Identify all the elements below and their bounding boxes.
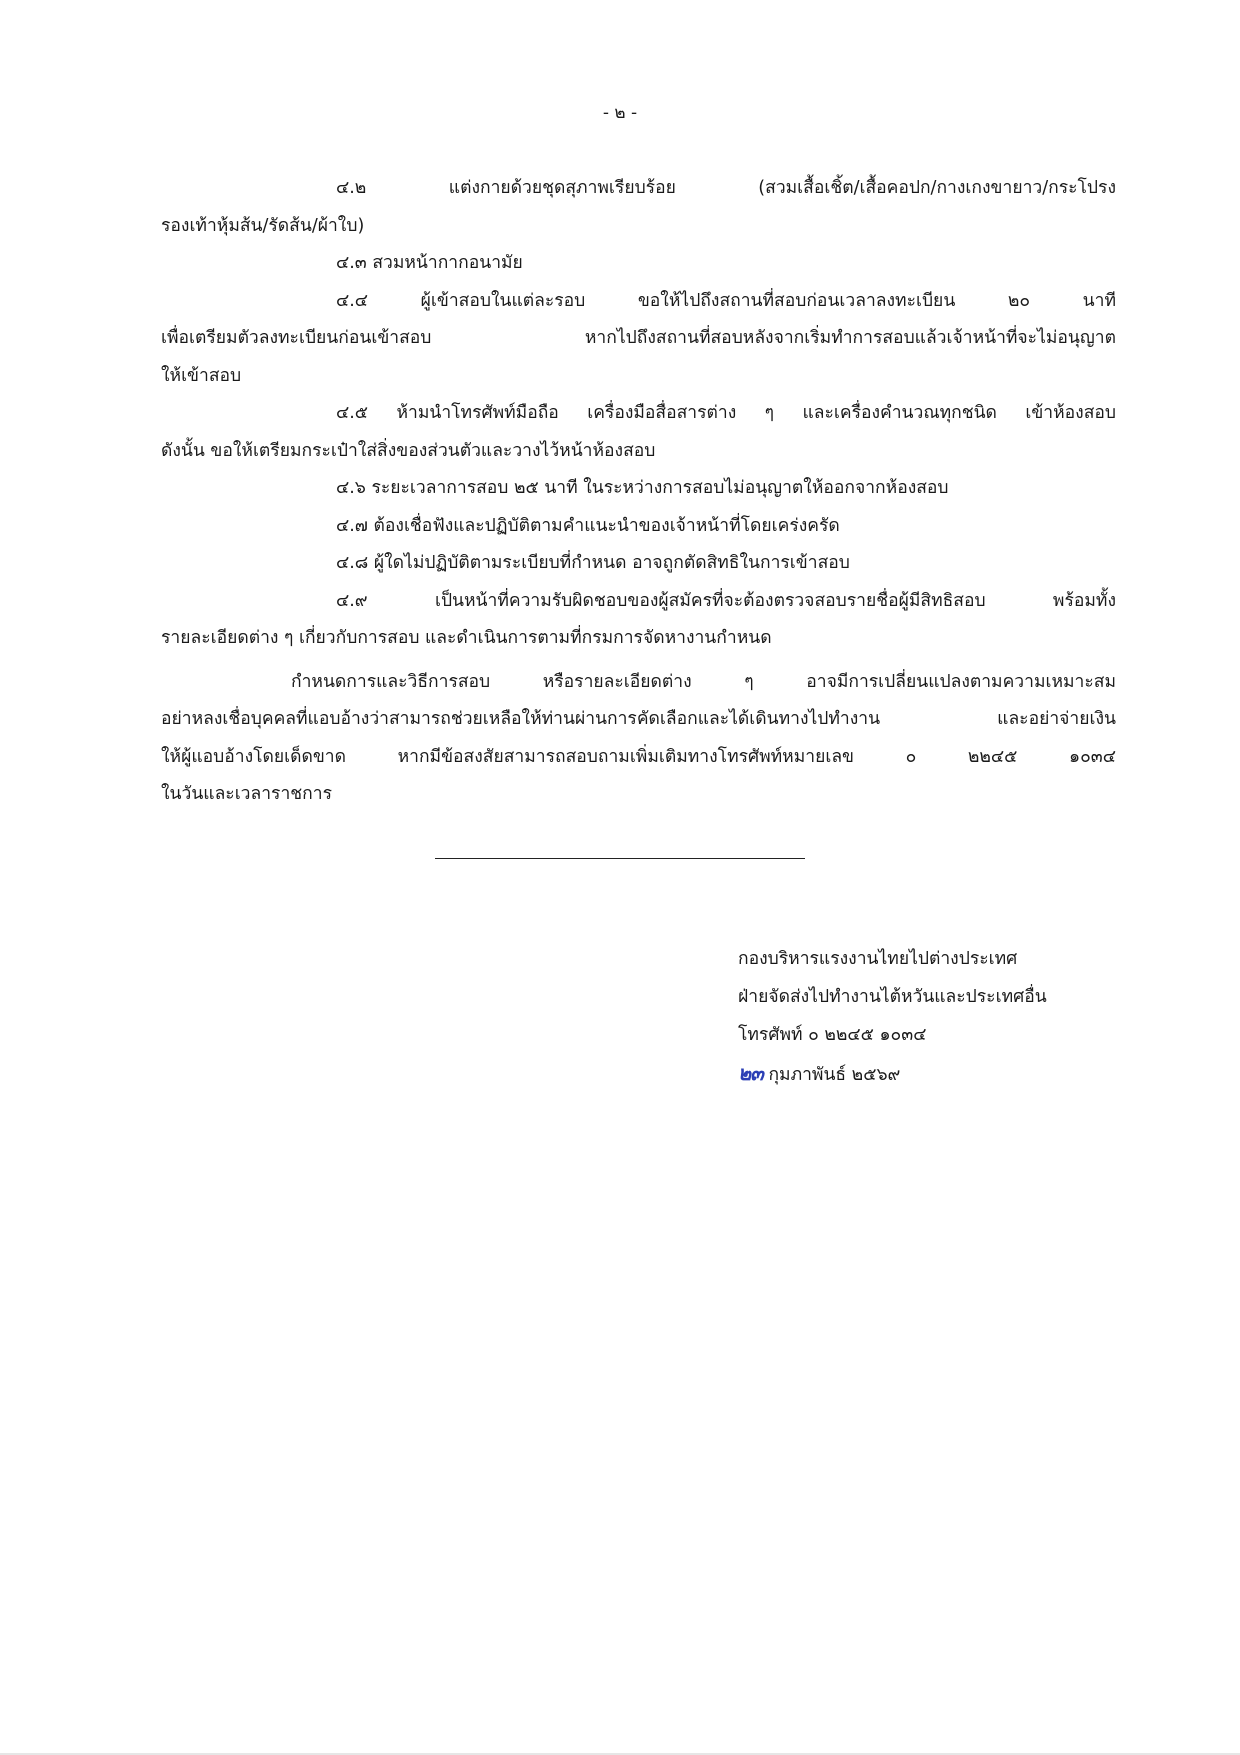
issuer-section: ฝ่ายจัดส่งไปทำงานไต้หวันและประเทศอื่น: [738, 987, 1047, 1007]
closing-divider: [435, 858, 805, 859]
rule-text: ๔.๒ แต่งกายด้วยชุดสุภาพเรียบร้อย (สวมเสื้อเชิ้ต/เสื้อคอปก/กางเกงขายาว/กระโปรง: [336, 178, 1116, 198]
rule-text: ๔.๙ เป็นหน้าที่ความรับผิดชอบของผู้สมัครที่จะต้องตรวจสอบรายชื่อผู้มีสิทธิสอบ พร้อมทั้ง: [336, 590, 1116, 611]
rule-text: ดังนั้น ขอให้เตรียมกระเป๋าใส่สิ่งของส่วนตัวและวางไว้หน้าห้องสอบ: [161, 440, 656, 461]
rule-text: ๔.๗ ต้องเชื่อฟังและปฏิบัติตามคำแนะนำของเจ้าหน้าที่โดยเคร่งครัด: [336, 515, 840, 536]
rule-item-4-7: [161, 508, 1116, 546]
issue-date: [738, 1054, 1158, 1094]
notice-text: กำหนดการและวิธีการสอบ หรือรายละเอียดต่าง ๆ อาจมีการเปลี่ยนแปลงตามความเหมาะสม: [291, 671, 1116, 692]
rule-text: ๔.๓ สวมหน้ากากอนามัย: [336, 253, 523, 273]
notice-text: ให้ผู้แอบอ้างโดยเด็ดขาด หากมีข้อสงสัยสามารถสอบถามเพิ่มเติมทางโทรศัพท์หมายเลข ๐ ๒๒๔๕ ๑๐๓๔: [161, 746, 1116, 767]
rule-item-4-3: [161, 245, 1116, 283]
issuer-signature-block: [738, 940, 1158, 1094]
rule-text: ๔.๔ ผู้เข้าสอบในแต่ละรอบ ขอให้ไปถึงสถานที่สอบก่อนเวลาลงทะเบียน ๒๐ นาที: [336, 290, 1116, 311]
rule-text: ๔.๕ ห้ามนำโทรศัพท์มือถือ เครื่องมือสื่อสารต่าง ๆ และเครื่องคำนวณทุกชนิด เข้าห้องสอบ: [336, 403, 1116, 423]
rule-item-4-2: [161, 170, 1116, 245]
page-number: - ๒ -: [602, 103, 638, 123]
rule-text: รายละเอียดต่าง ๆ เกี่ยวกับการสอบ และดำเนินการตามที่กรมการจัดหางานกำหนด: [161, 628, 772, 648]
rule-text: เพื่อเตรียมตัวลงทะเบียนก่อนเข้าสอบ หากไปถึงสถานที่สอบหลังจากเริ่มทำการสอบแล้วเจ้าหน้าที่จะไม่อนุญาต: [161, 328, 1116, 348]
rule-item-4-9: [161, 583, 1116, 658]
rule-item-4-5: [161, 395, 1116, 470]
issue-date-rest: กุมภาพันธ์ ๒๕๖๙: [768, 1065, 901, 1085]
issuer-division: กองบริหารแรงงานไทยไปต่างประเทศ: [738, 949, 1018, 969]
rule-text: ๔.๘ ผู้ใดไม่ปฏิบัติตามระเบียบที่กำหนด อาจถูกตัดสิทธิในการเข้าสอบ: [336, 553, 850, 573]
rule-item-4-6: [161, 470, 1116, 508]
rule-item-4-8: [161, 545, 1116, 583]
handwritten-date-day: ๒๓: [738, 1061, 763, 1085]
issuer-phone: โทรศัพท์ ๐ ๒๒๔๕ ๑๐๓๔: [738, 1025, 927, 1045]
rule-text: รองเท้าหุ้มส้น/รัดส้น/ผ้าใบ): [161, 215, 365, 236]
notice-paragraph: [161, 664, 1116, 814]
rule-text: ๔.๖ ระยะเวลาการสอบ ๒๕ นาที ในระหว่างการสอบไม่อนุญาตให้ออกจากห้องสอบ: [336, 478, 949, 498]
notice-text: ในวันและเวลาราชการ: [161, 784, 332, 804]
exam-rules-body: [161, 170, 1116, 814]
notice-text: อย่าหลงเชื่อบุคคลที่แอบอ้างว่าสามารถช่วยเหลือให้ท่านผ่านการคัดเลือกและได้เดินทางไปทำงาน และอย่าจ่ายเงิน: [161, 709, 1116, 729]
rule-item-4-4: [161, 283, 1116, 396]
rule-text: ให้เข้าสอบ: [161, 365, 242, 386]
